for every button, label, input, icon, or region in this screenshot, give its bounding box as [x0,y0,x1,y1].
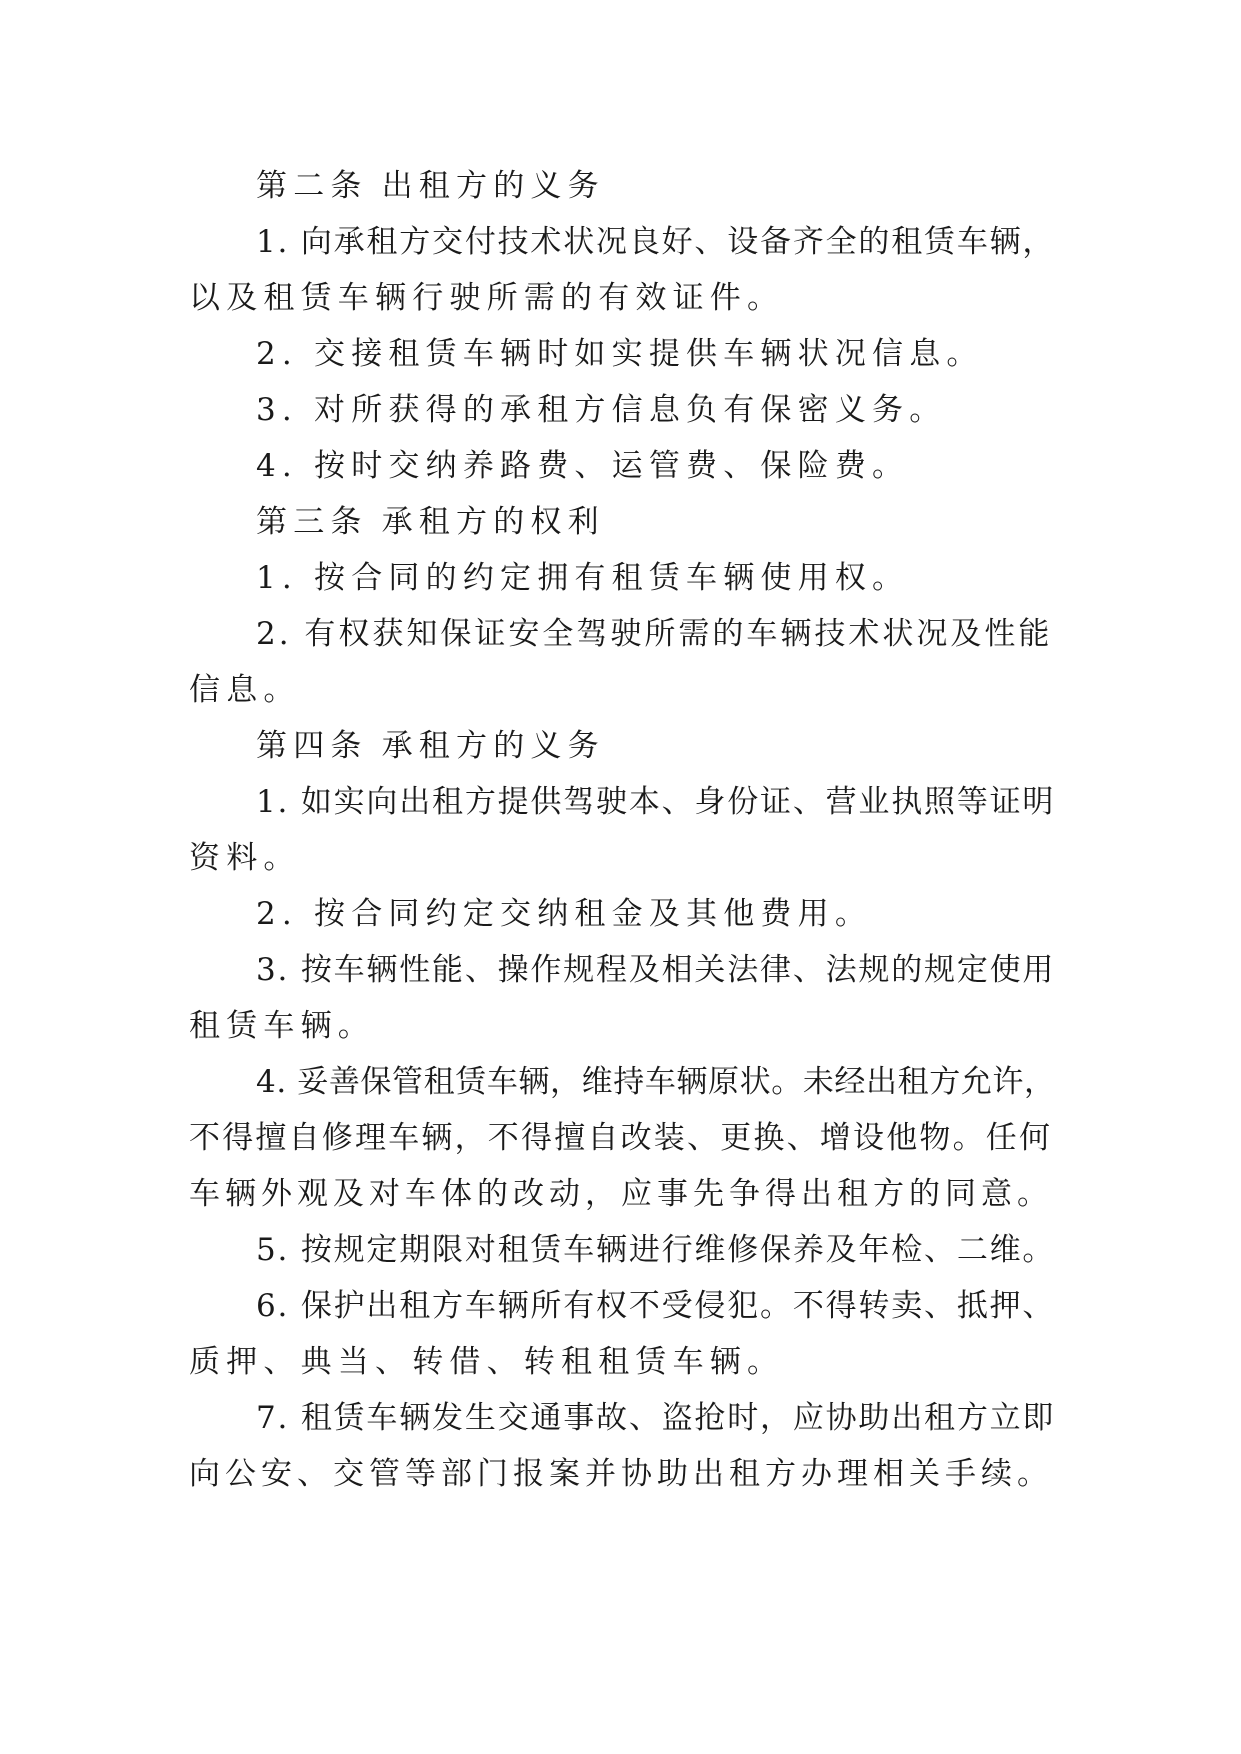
paragraph-line: 3. 对所获得的承租方信息负有保密义务。 [256,392,947,428]
paragraph-line: 向公安、交管等部门报案并协助出租方办理相关手续。 [189,1456,1053,1492]
paragraph-line: 7. 租赁车辆发生交通事故、盗抢时，应协助出租方立即 [256,1400,1056,1436]
paragraph-line: 2. 有权获知保证安全驾驶所需的车辆技术状况及性能 [256,616,1053,652]
paragraph-line: 信息。 [189,672,301,708]
section-heading: 第三条 承租方的权利 [256,504,605,540]
paragraph-line: 4. 按时交纳养路费、运管费、保险费。 [256,448,910,484]
paragraph-line: 以及租赁车辆行驶所需的有效证件。 [189,280,785,316]
paragraph-line: 5. 按规定期限对租赁车辆进行维修保养及年检、二维。 [256,1232,1056,1268]
paragraph-line: 2. 交接租赁车辆时如实提供车辆状况信息。 [256,336,984,372]
paragraph-line: 1. 如实向出租方提供驾驶本、身份证、营业执照等证明 [256,784,1056,820]
paragraph-line: 租赁车辆。 [189,1008,375,1044]
section-heading: 第四条 承租方的义务 [256,728,605,764]
paragraph-line: 1. 按合同的约定拥有租赁车辆使用权。 [256,560,910,596]
paragraph-line: 质押、典当、转借、转租租赁车辆。 [189,1344,785,1380]
paragraph-line: 不得擅自修理车辆，不得擅自改装、更换、增设他物。任何 [189,1120,1053,1156]
paragraph-line: 4. 妥善保管租赁车辆，维持车辆原状。未经出租方允许， [256,1064,1056,1100]
section-heading: 第二条 出租方的义务 [256,168,605,204]
paragraph-line: 资料。 [189,840,301,876]
paragraph-line: 车辆外观及对车体的改动，应事先争得出租方的同意。 [189,1176,1053,1212]
paragraph-line: 3. 按车辆性能、操作规程及相关法律、法规的规定使用 [256,952,1056,988]
paragraph-line: 2. 按合同约定交纳租金及其他费用。 [256,896,873,932]
paragraph-line: 6. 保护出租方车辆所有权不受侵犯。不得转卖、抵押、 [256,1288,1056,1324]
paragraph-line: 1. 向承租方交付技术状况良好、设备齐全的租赁车辆， [256,224,1056,260]
